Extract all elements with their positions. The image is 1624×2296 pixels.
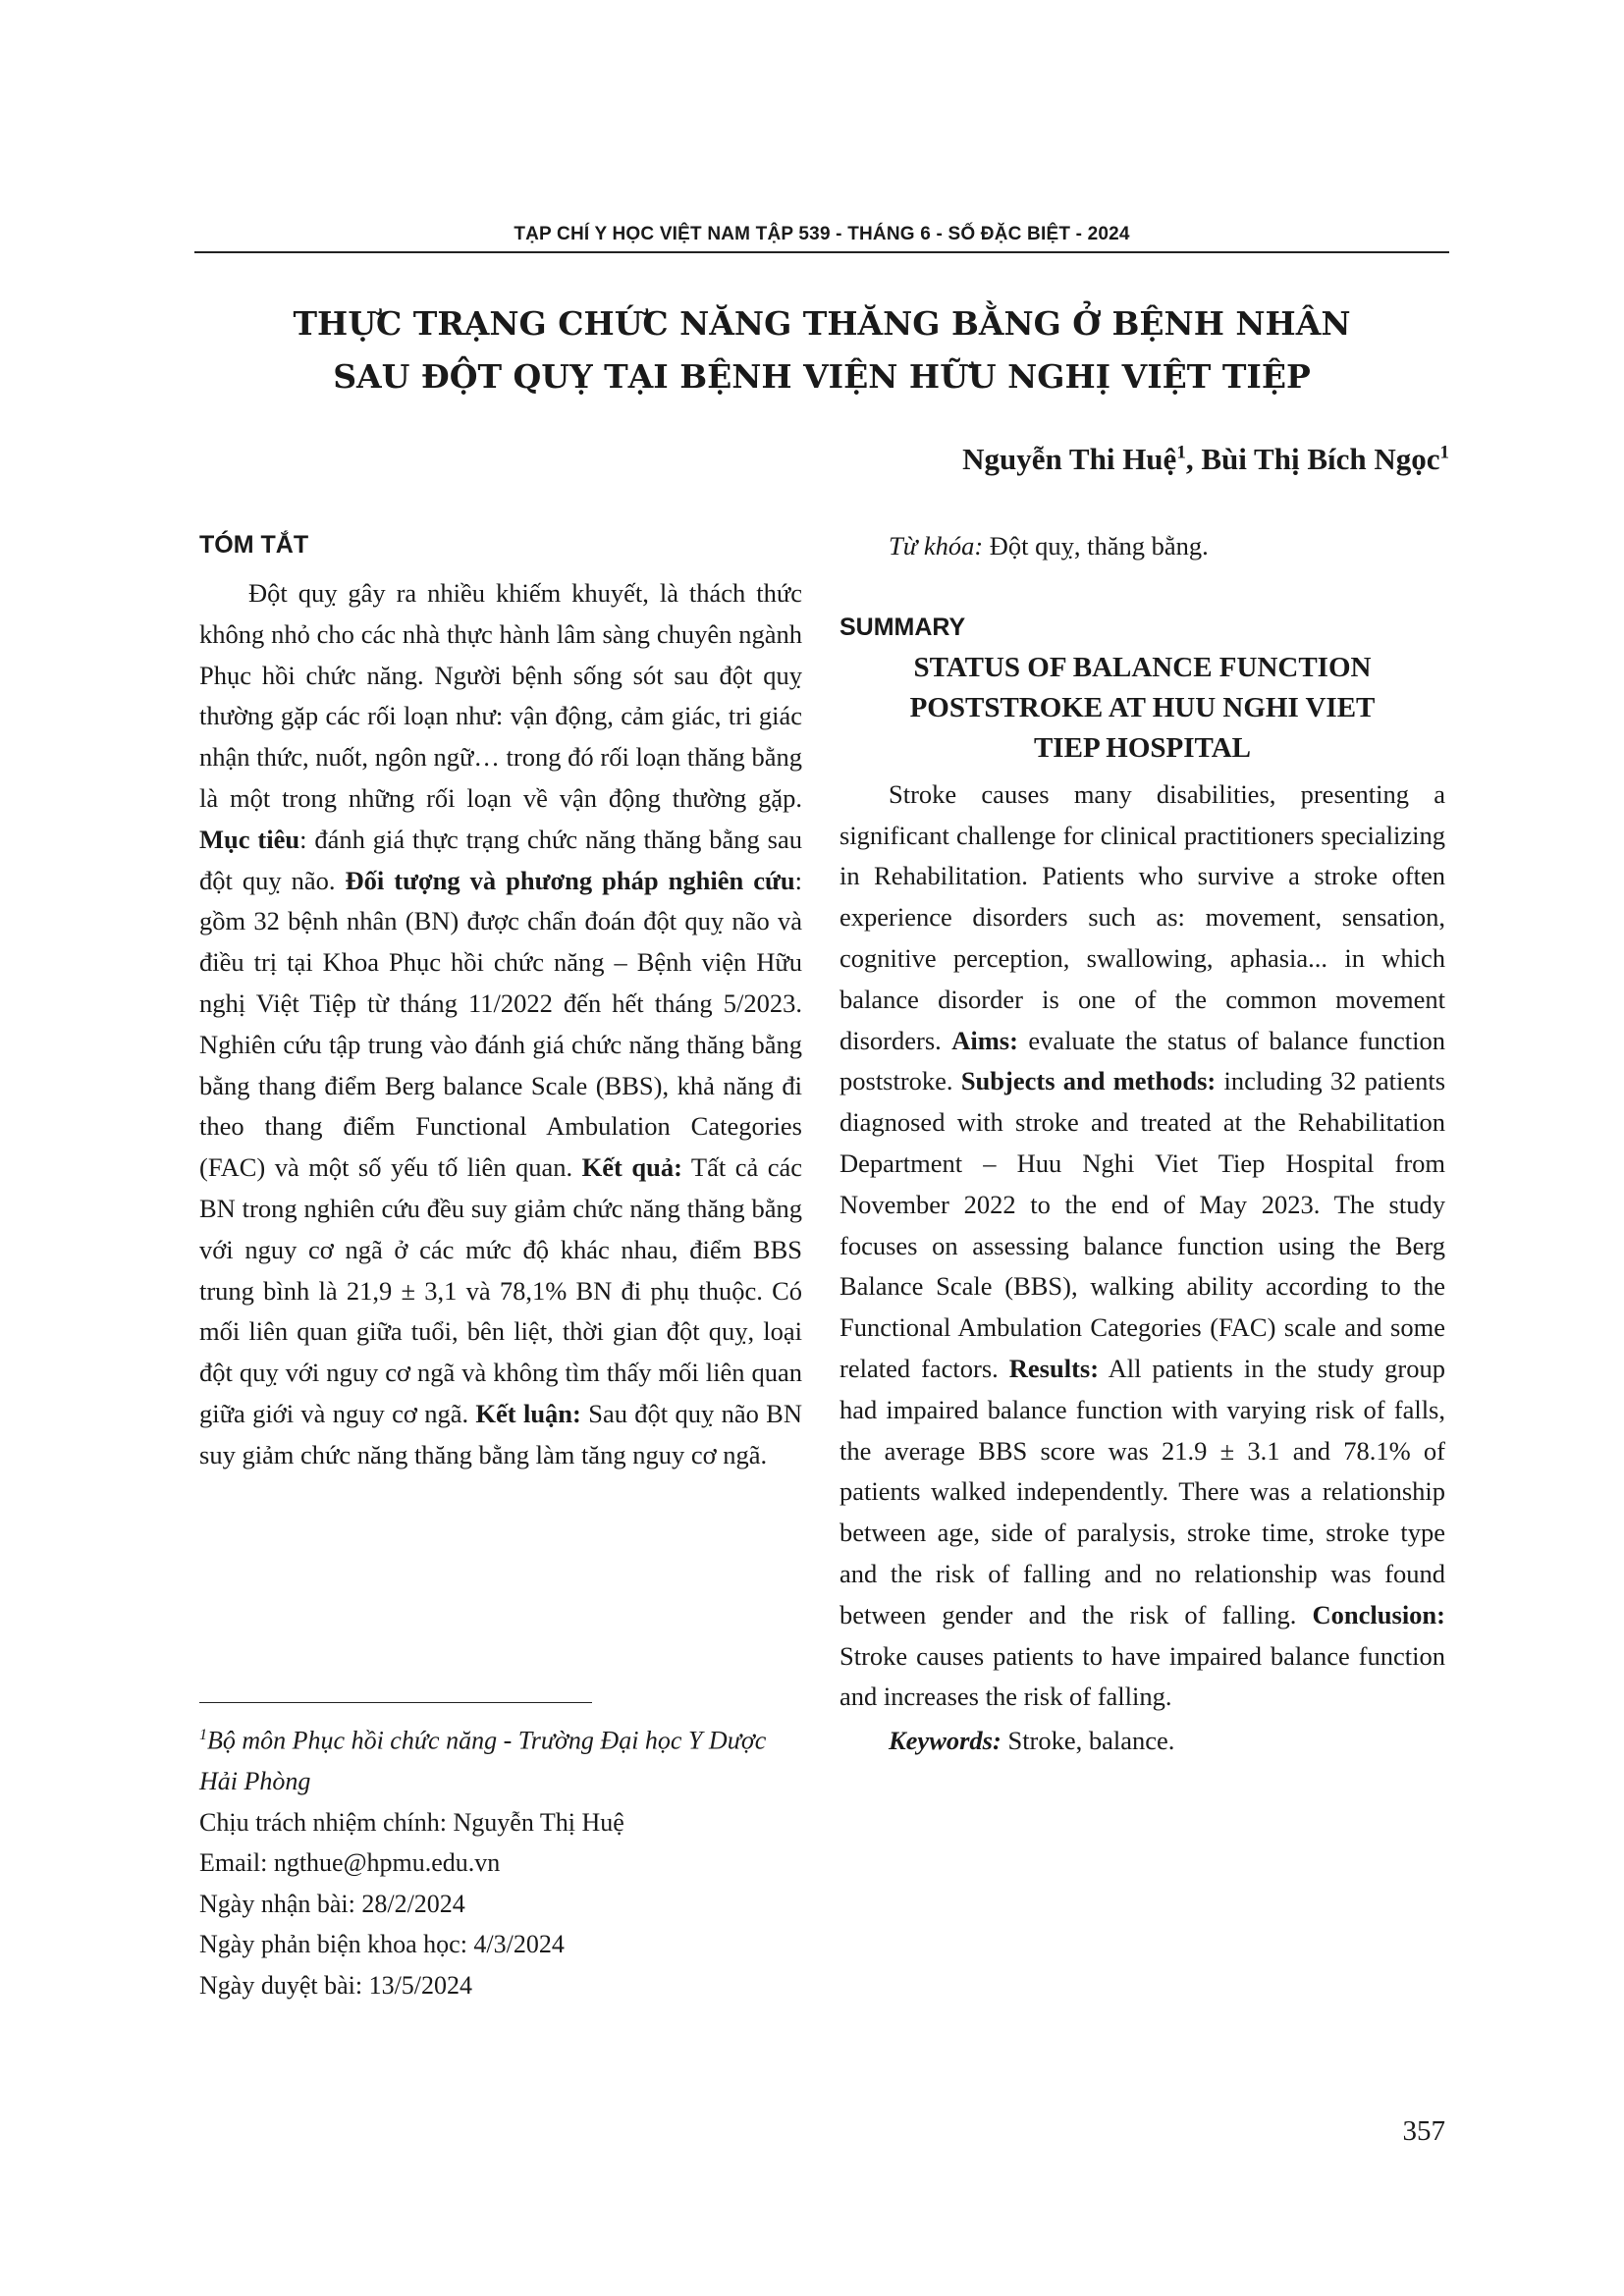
abstract-vi-aims-text: : đánh giá thực trạng chức năng thăng bằng sau đột quỵ não. bbox=[199, 824, 803, 895]
author-2-affiliation-mark: 1 bbox=[1439, 442, 1449, 463]
author-1-affiliation-mark: 1 bbox=[1176, 442, 1186, 463]
abstract-vi-aims-label: Mục tiêu bbox=[199, 824, 300, 854]
summary-methods-text: including 32 patients diagnosed with stroke and treated at the Rehabilitation Department – Huu Nghi Viet Tiep Hospital from November 2022 to the end of May 2023. The study focuses on assessing balance function using the Berg Balance Scale (BBS), walking ability according to the Functional Ambulation Categories (FAC) scale and some related factors. bbox=[839, 1066, 1446, 1383]
title-line-2: SAU ĐỘT QUỴ TẠI BỆNH VIỆN HỮU NGHỊ VIỆT TIỆP bbox=[333, 357, 1311, 396]
summary-paragraph bbox=[839, 774, 1445, 1718]
abstract-vi-results-label: Kết quả: bbox=[581, 1152, 682, 1183]
summary-intro: Stroke causes many disabilities, presenting a significant challenge for clinical practitioners specializing in Rehabilitation. Patients who survive a stroke often experience disorders such as: movement, sensation, cognitive perception, swallowing, aphasia... in which balance disorder is one of the common movement disorders. bbox=[839, 778, 1445, 1055]
summary-results-text: All patients in the study group had impaired balance function with varying risk of falls, the average BBS score was 21.9 ± 3.1 and 78.1% of patients walked independently. There was a relationship between age, side of paralysis, stroke time, stroke type and the risk of falling and no relationship was found between gender and the risk of falling. bbox=[839, 1353, 1446, 1629]
summary-heading: SUMMARY bbox=[839, 613, 966, 641]
abstract-vi-results-text: Tất cả các BN trong nghiên cứu đều suy giảm chức năng thăng bằng với nguy cơ ngã ở các mức độ khác nhau, điểm BBS trung bình là 21,9 ± 3,1 và 78,1% BN đi phụ thuộc. Có mối liên quan giữa tuổi, bên liệt, thời gian đột quỵ, loại đột quỵ với nguy cơ ngã và không tìm thấy mối liên quan giữa giới và nguy cơ ngã. bbox=[199, 1152, 802, 1428]
footnote-accepted: Ngày duyệt bài: 13/5/2024 bbox=[199, 1970, 473, 2000]
footnote-received: Ngày nhận bài: 28/2/2024 bbox=[199, 1889, 465, 1918]
abstract-vi-heading: TÓM TẮT bbox=[199, 531, 309, 559]
summary-conclusion-text: Stroke causes patients to have impaired balance function and increases the risk of falling. bbox=[839, 1640, 1445, 1712]
title-line-1: THỰC TRẠNG CHỨC NĂNG THĂNG BẰNG Ở BỆNH NHÂN bbox=[293, 304, 1351, 343]
keywords-vi-text: Đột quỵ, thăng bằng. bbox=[983, 531, 1209, 561]
summary-results-label: Results: bbox=[1008, 1353, 1100, 1383]
footnote-responsible: Chịu trách nhiệm chính: Nguyễn Thị Huệ bbox=[199, 1807, 624, 1837]
abstract-vi-paragraph bbox=[199, 573, 802, 1476]
footnote-affiliation bbox=[199, 1715, 808, 1802]
keywords-en-text: Stroke, balance. bbox=[1001, 1726, 1175, 1756]
abstract-vi-conclusion-label: Kết luận: bbox=[475, 1398, 581, 1428]
footnote-reviewed: Ngày phản biện khoa học: 4/3/2024 bbox=[199, 1930, 565, 1959]
author-1: Nguyễn Thi Huệ bbox=[962, 442, 1177, 476]
article-title bbox=[194, 297, 1449, 403]
author-2: Bùi Thị Bích Ngọc bbox=[1201, 442, 1440, 476]
summary-conclusion-label: Conclusion: bbox=[1312, 1599, 1445, 1629]
footnotes bbox=[199, 1715, 808, 2005]
author-list bbox=[194, 442, 1449, 477]
summary-methods-label: Subjects and methods: bbox=[960, 1066, 1217, 1096]
summary-title-line-1: STATUS OF BALANCE FUNCTION bbox=[913, 651, 1372, 683]
keywords-vi-label: Từ khóa: bbox=[889, 531, 984, 561]
summary-title bbox=[839, 648, 1445, 769]
author-separator: , bbox=[1185, 442, 1202, 476]
keywords-en bbox=[839, 1721, 1445, 1762]
abstract-vi-intro: Đột quỵ gây ra nhiều khiếm khuyết, là thách thức không nhỏ cho các nhà thực hành lâm sàng chuyên ngành Phục hồi chức năng. Người bệnh sống sót sau đột quỵ thường gặp các rối loạn như: vận động, cảm giác, tri giác nhận thức, nuốt, ngôn ngữ… trong đó rối loạn thăng bằng là một trong những rối loạn về vận động thường gặp. bbox=[199, 578, 802, 813]
journal-header: TẠP CHÍ Y HỌC VIỆT NAM TẬP 539 - THÁNG 6 - SỐ ĐẶC BIỆT - 2024 bbox=[514, 224, 1130, 244]
keywords-en-label: Keywords: bbox=[889, 1726, 1001, 1756]
summary-title-line-3: TIEP HOSPITAL bbox=[1033, 731, 1252, 764]
left-column bbox=[199, 526, 802, 1476]
footnote-email: Email: ngthue@hpmu.edu.vn bbox=[199, 1848, 501, 1878]
summary-aims-label: Aims: bbox=[951, 1025, 1018, 1055]
footnote-affiliation-mark: 1 bbox=[199, 1727, 207, 1743]
summary-title-line-2: POSTSTROKE AT HUU NGHI VIET bbox=[909, 691, 1376, 723]
footnote-rule bbox=[199, 1702, 592, 1703]
abstract-vi-methods-text: : gồm 32 bệnh nhân (BN) được chẩn đoán đột quỵ não và điều trị tại Khoa Phục hồi chức năng – Bệnh viện Hữu nghị Việt Tiệp từ tháng 11/2022 đến hết tháng 5/2023. Nghiên cứu tập trung vào đánh giá chức năng thăng bằng bằng thang điểm Berg balance Scale (BBS), khả năng đi theo thang điểm Functional Ambulation Categories (FAC) và một số yếu tố liên quan. bbox=[199, 865, 802, 1183]
summary-aims-text: evaluate the status of balance function poststroke. bbox=[839, 1025, 1445, 1096]
abstract-vi-methods-label: Đối tượng và phương pháp nghiên cứu bbox=[345, 865, 795, 895]
header-rule bbox=[194, 251, 1449, 253]
keywords-vi bbox=[839, 526, 1445, 567]
right-column bbox=[839, 526, 1445, 1762]
abstract-vi-conclusion-text: Sau đột quỵ não BN suy giảm chức năng thăng bằng làm tăng nguy cơ ngã. bbox=[199, 1398, 802, 1469]
page-number: 357 bbox=[1402, 2115, 1445, 2147]
footnote-affiliation-text: Bộ môn Phục hồi chức năng - Trường Đại học Y Dược Hải Phòng bbox=[199, 1726, 767, 1796]
